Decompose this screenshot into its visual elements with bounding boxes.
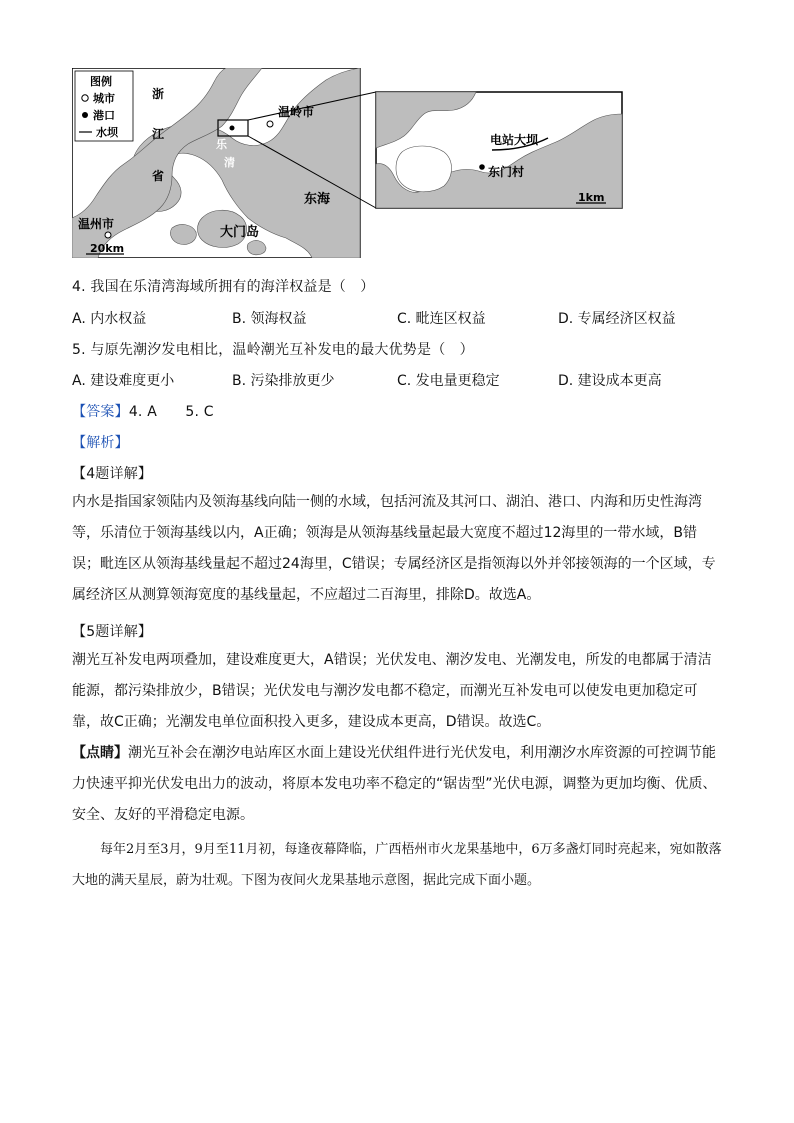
next-question-intro: 每年2月至3月，9月至11月初，每逢夜幕降临，广西梧州市火龙果基地中，6万多盏灯同时亮起来，宛如散落大地的满天星辰，蔚为壮观。下图为夜间火龙果基地示意图，据此完成下面小题。 (72, 842, 722, 888)
inset-scale-label: 1km (578, 191, 605, 204)
wenling-city-icon (267, 121, 273, 127)
q5-option-c: C. 发电量更稳定 (397, 373, 500, 389)
wenling-label: 温岭市 (278, 105, 315, 119)
wenzhou-label: 温州市 (78, 217, 115, 231)
main-map (72, 68, 376, 258)
legend-city-label: 城市 (93, 92, 115, 105)
detail-4-tag: 【4题详解】 (72, 466, 153, 482)
q5-option-d: D. 建设成本更高 (558, 373, 662, 389)
bay-char-1: 乐 (216, 138, 227, 151)
legend-dam-label: 水坝 (96, 126, 118, 139)
inset-lake (396, 146, 452, 192)
east-sea-label: 东海 (304, 192, 331, 207)
detail-4-body: 内水是指国家领陆内及领海基线向陆一侧的水域，包括河流及其河口、湖泊、港口、内海和历史性海湾等，乐清位于领海基线以内，A正确；领海是从领海基线量起最大宽度不超过12海里的一带水域，B错误；毗连区从领海基线量起不超过24海里，C错误；专属经济区是指领海以外并邻接领海的一个区域，专属经济区从测算领海宽度的基线量起，不应超过二百海里，排除D。故选A。 (72, 494, 716, 603)
legend-port-label: 港口 (93, 109, 115, 122)
answer-text: 4. A 5. C (128, 404, 214, 420)
legend-title: 图例 (90, 75, 112, 88)
province-char-2: 江 (152, 127, 165, 141)
q4-option-a: A. 内水权益 (72, 311, 147, 327)
answer-tag: 【答案】 (72, 404, 129, 420)
small-island (170, 225, 196, 245)
q5-option-b: B. 污染排放更少 (232, 373, 335, 389)
analysis-tag: 【解析】 (72, 435, 129, 451)
q4-option-d: D. 专属经济区权益 (558, 311, 676, 327)
question-5-stem: 5. 与原先潮汐发电相比，温岭潮光互补发电的最大优势是（ ） (72, 342, 474, 358)
village-label: 东门村 (488, 165, 525, 179)
small-island-2 (247, 241, 266, 255)
damen-label: 大门岛 (220, 225, 260, 240)
dianjing-tag: 【点睛】 (72, 745, 128, 761)
answer-line (72, 401, 214, 421)
detail-5-tag: 【5题详解】 (72, 624, 153, 640)
detail-5-body: 潮光互补发电两项叠加，建设难度更大，A错误；光伏发电、潮汐发电、光潮发电，所发的电都属于清洁能源，都污染排放少，B错误；光伏发电与潮汐发电都不稳定，而潮光互补发电可以使发电更加稳定可靠，故C正确；光潮发电单位面积投入更多，建设成本更高，D错误。故选C。 (72, 652, 712, 730)
q5-option-a: A. 建设难度更小 (72, 373, 175, 389)
question-4-stem: 4. 我国在乐清湾海域所拥有的海洋权益是（ ） (72, 279, 375, 295)
port-dot-icon (82, 112, 88, 118)
wenzhou-city-icon (105, 232, 111, 238)
bay-char-3: 湾 (198, 176, 209, 189)
province-char-1: 浙 (152, 87, 165, 101)
bay-char-2: 清 (224, 156, 235, 169)
dianjing-body: 潮光互补会在潮汐电站库区水面上建设光伏组件进行光伏发电，利用潮汐水库资源的可控调节能力快速平抑光伏发电出力的波动，将原本发电功率不稳定的“锯齿型”光伏电源，调整为更加均衡、优质、安全、友好的平滑稳定电源。 (72, 745, 717, 823)
village-port-icon (479, 164, 485, 170)
dianjing-paragraph (72, 738, 722, 831)
city-circle-icon (82, 95, 88, 101)
province-char-3: 省 (152, 169, 165, 183)
main-scale-label: 20km (90, 242, 125, 255)
map-figure (72, 68, 624, 258)
q4-option-b: B. 领海权益 (232, 311, 307, 327)
q4-option-c: C. 毗连区权益 (397, 311, 486, 327)
dam-label: 电站大坝 (490, 133, 539, 147)
port-marker (230, 126, 235, 131)
inset-map (376, 92, 622, 208)
